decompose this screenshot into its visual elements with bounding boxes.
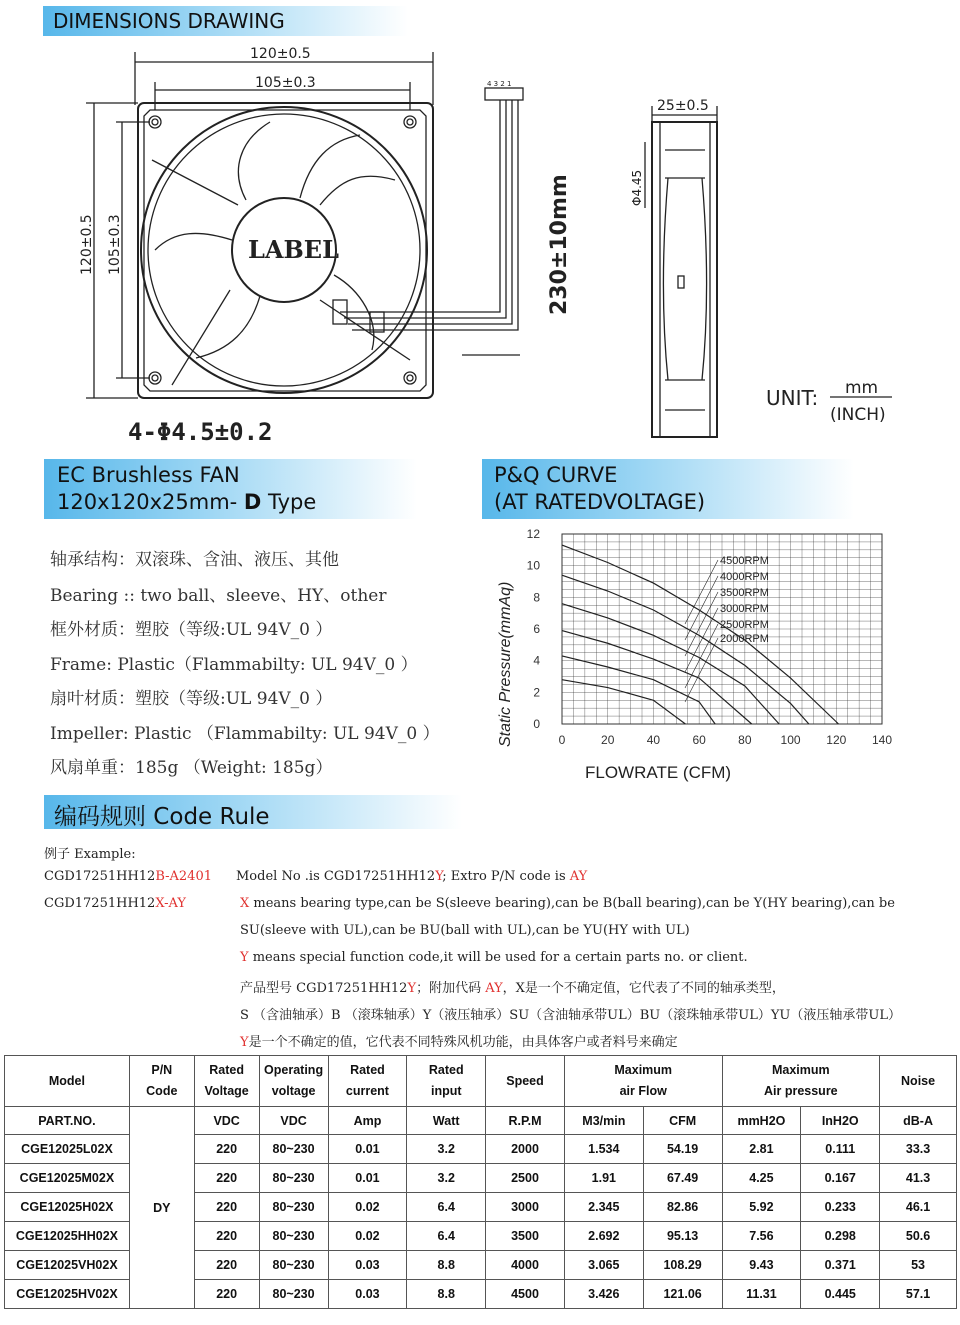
spec-weight: 风扇单重：185g （Weight: 185g） xyxy=(50,758,333,778)
cell-model: CGE12025H02X xyxy=(5,1193,130,1222)
cell: 1.534 xyxy=(564,1135,643,1164)
pq-y-tick: 12 xyxy=(526,527,540,541)
hole-spec: 4-Φ4.5±0.2 xyxy=(128,418,273,446)
pq-y-tick: 8 xyxy=(533,590,540,605)
cell: 0.02 xyxy=(328,1193,407,1222)
pq-series-label: 3500RPM xyxy=(720,587,769,599)
pn-code-cell: DY xyxy=(129,1107,194,1309)
spec-impeller-cn: 扇叶材质：塑胶（等级:UL 94V_0 ） xyxy=(50,689,333,709)
cell: 3500 xyxy=(486,1222,565,1251)
pq-y-tick: 4 xyxy=(533,653,540,668)
pq-label-leader xyxy=(685,560,718,624)
rule-line-6: S （含油轴承）B （滚珠轴承）Y（液压轴承）SU（含油轴承带UL）BU（滚珠轴承带UL）YU（液压轴承带UL） xyxy=(240,1008,901,1023)
cell: 67.49 xyxy=(643,1164,722,1193)
pq-banner xyxy=(482,459,854,519)
pq-title-line1: P&Q CURVE xyxy=(494,463,618,487)
cell: 3.065 xyxy=(564,1251,643,1280)
unit-mm: mm xyxy=(845,378,879,398)
cell: 121.06 xyxy=(643,1280,722,1309)
cell: 0.298 xyxy=(801,1222,880,1251)
cell: 9.43 xyxy=(722,1251,801,1280)
unit-inch: (INCH) xyxy=(830,405,886,425)
rule-line-2: X means bearing type,can be S(sleeve bearing),can be B(ball bearing),can be Y(HY bearing),can be xyxy=(240,896,895,911)
unit-watt: Watt xyxy=(407,1107,486,1135)
example-label: 例子 Example: xyxy=(44,847,136,862)
th-rated-voltage: Rated Voltage xyxy=(194,1056,259,1107)
cell: 46.1 xyxy=(880,1193,957,1222)
cell: 95.13 xyxy=(643,1222,722,1251)
cell: 80~230 xyxy=(259,1135,328,1164)
unit-cfm: CFM xyxy=(643,1107,722,1135)
pq-label-leader xyxy=(685,608,718,672)
unit-mmh2o: mmH2O xyxy=(722,1107,801,1135)
cell: 220 xyxy=(194,1164,259,1193)
cable-length: 230±10mm xyxy=(547,174,572,315)
pq-title-line2: (AT RATEDVOLTAGE) xyxy=(494,490,706,514)
cell: 6.4 xyxy=(407,1222,486,1251)
th-max-airflow: Maximum air Flow xyxy=(564,1056,722,1107)
cell: 8.8 xyxy=(407,1251,486,1280)
cell: 2000 xyxy=(486,1135,565,1164)
pq-y-tick: 2 xyxy=(533,685,540,700)
hole-dia: Φ4.45 xyxy=(630,169,644,206)
example-code-2: CGD17251HH12X-AY xyxy=(44,896,186,911)
cell: 54.19 xyxy=(643,1135,722,1164)
th-rated-input: Rated input xyxy=(407,1056,486,1107)
dim-width-outer: 120±0.5 xyxy=(250,46,311,62)
cell: 5.92 xyxy=(722,1193,801,1222)
pq-y-tick: 10 xyxy=(526,558,540,573)
cell: 2.81 xyxy=(722,1135,801,1164)
cell-model: CGE12025L02X xyxy=(5,1135,130,1164)
cell-model: CGE12025VH02X xyxy=(5,1251,130,1280)
dimensions-title: DIMENSIONS DRAWING xyxy=(53,9,285,33)
cell-model: CGE12025HV02X xyxy=(5,1280,130,1309)
spec-frame-cn: 框外材质：塑胶（等级:UL 94V_0 ） xyxy=(50,620,333,640)
cell-model: CGE12025HH02X xyxy=(5,1222,130,1251)
cell: 80~230 xyxy=(259,1251,328,1280)
unit-amp: Amp xyxy=(328,1107,407,1135)
pq-series-label: 2000RPM xyxy=(720,633,769,645)
connector-pins: 4 3 2 1 xyxy=(487,80,512,88)
pq-label-leader xyxy=(685,592,718,656)
cell: 3.2 xyxy=(407,1164,486,1193)
unit-rpm: R.P.M xyxy=(486,1107,565,1135)
cell: 4000 xyxy=(486,1251,565,1280)
pq-series-label: 4000RPM xyxy=(720,571,769,583)
cell: 0.01 xyxy=(328,1164,407,1193)
pq-series-label: 3000RPM xyxy=(720,603,769,615)
rule-line-3: SU(sleeve with UL),can be BU(ball with UL),can be YU(HY with UL) xyxy=(240,923,690,938)
pq-x-tick: 140 xyxy=(871,733,893,747)
cell: 0.03 xyxy=(328,1280,407,1309)
cell: 50.6 xyxy=(880,1222,957,1251)
cell: 2.345 xyxy=(564,1193,643,1222)
dim-height-outer: 120±0.5 xyxy=(79,214,95,275)
code-rule-banner xyxy=(44,795,462,829)
cell: 2.692 xyxy=(564,1222,643,1251)
cell: 80~230 xyxy=(259,1164,328,1193)
unit-part-no: PART.NO. xyxy=(5,1107,130,1135)
spec-bearing-en: Bearing :: two ball、sleeve、HY、other xyxy=(50,586,387,606)
unit-label: UNIT: xyxy=(766,386,819,410)
rule-line-1: Model No .is CGD17251HH12Y; Extro P/N code is AY xyxy=(236,869,588,884)
spec-bearing-cn: 轴承结构：双滚珠、含油、液压、其他 xyxy=(50,550,339,570)
cell: 220 xyxy=(194,1222,259,1251)
pq-x-tick: 80 xyxy=(738,733,752,747)
pq-series-line xyxy=(562,545,839,724)
cell: 220 xyxy=(194,1251,259,1280)
spec-table xyxy=(4,1055,957,1309)
table-units-row xyxy=(5,1107,957,1135)
cell: 11.31 xyxy=(722,1280,801,1309)
fan-type-line2: 120x120x25mm- D Type xyxy=(57,490,317,514)
cell: 3.426 xyxy=(564,1280,643,1309)
cell-model: CGE12025M02X xyxy=(5,1164,130,1193)
front-view-drawing xyxy=(0,0,960,460)
cell: 1.91 xyxy=(564,1164,643,1193)
th-model: Model xyxy=(5,1056,130,1107)
cell: 220 xyxy=(194,1193,259,1222)
cell: 0.03 xyxy=(328,1251,407,1280)
cell: 0.01 xyxy=(328,1135,407,1164)
unit-m3min: M3/min xyxy=(564,1107,643,1135)
unit-inh2o: InH2O xyxy=(801,1107,880,1135)
pq-ylabel: Static Pressure(mmAq) xyxy=(497,581,514,747)
rule-line-7: Y是一个不确定的值，它代表不同特殊风机功能，由具体客户或者料号来确定 xyxy=(240,1035,678,1050)
cell: 4.25 xyxy=(722,1164,801,1193)
cell: 220 xyxy=(194,1135,259,1164)
pq-series-label: 4500RPM xyxy=(720,555,769,567)
cell: 3000 xyxy=(486,1193,565,1222)
pq-x-tick: 60 xyxy=(692,733,706,747)
pq-x-tick: 20 xyxy=(601,733,615,747)
pq-y-tick: 0 xyxy=(533,717,540,731)
cell: 33.3 xyxy=(880,1135,957,1164)
unit-vdc-op: VDC xyxy=(259,1107,328,1135)
pq-x-tick: 100 xyxy=(780,733,801,747)
unit-dba: dB-A xyxy=(880,1107,957,1135)
cell: 7.56 xyxy=(722,1222,801,1251)
th-operating-voltage: Operating voltage xyxy=(259,1056,328,1107)
pq-y-tick: 6 xyxy=(533,622,540,636)
dim-width-inner: 105±0.3 xyxy=(255,75,316,91)
spec-frame-en: Frame: Plastic（Flammabilty: UL 94V_0 ） xyxy=(50,655,418,675)
code-rule-title: 编码规则 Code Rule xyxy=(54,804,270,830)
pq-x-tick: 120 xyxy=(826,733,847,747)
example-code-1: CGD17251HH12B-A2401 xyxy=(44,869,212,884)
spec-impeller-en: Impeller: Plastic （Flammabilty: UL 94V_0 ） xyxy=(50,724,440,744)
cell: 2500 xyxy=(486,1164,565,1193)
dim-height-inner: 105±0.3 xyxy=(107,214,123,275)
cell: 0.445 xyxy=(801,1280,880,1309)
pq-x-tick: 40 xyxy=(646,733,661,747)
pq-label-leader xyxy=(685,624,718,688)
cell: 0.111 xyxy=(801,1135,880,1164)
cell: 0.167 xyxy=(801,1164,880,1193)
cell: 4500 xyxy=(486,1280,565,1309)
cell: 3.2 xyxy=(407,1135,486,1164)
cell: 57.1 xyxy=(880,1280,957,1309)
th-speed: Speed xyxy=(486,1056,565,1107)
fan-type-letter: D xyxy=(243,490,262,514)
fan-type-banner xyxy=(44,459,417,519)
rule-line-4: Y means special function code,it will be used for a certain parts no. or client. xyxy=(240,950,748,965)
cell: 6.4 xyxy=(407,1193,486,1222)
cell: 0.371 xyxy=(801,1251,880,1280)
cell: 8.8 xyxy=(407,1280,486,1309)
cell: 80~230 xyxy=(259,1193,328,1222)
cell: 220 xyxy=(194,1280,259,1309)
th-rated-current: Rated current xyxy=(328,1056,407,1107)
cell: 82.86 xyxy=(643,1193,722,1222)
label-text: LABEL xyxy=(248,235,339,264)
th-pn-code: P/N Code xyxy=(129,1056,194,1107)
pq-x-tick: 0 xyxy=(558,733,566,747)
rule-line-5: 产品型号 CGD17251HH12Y；附加代码 AY，X是一个不确定值，它代表了不同的轴承类型， xyxy=(240,981,785,996)
fan-type-line1: EC Brushless FAN xyxy=(57,463,240,487)
pq-xlabel: FLOWRATE (CFM) xyxy=(585,763,732,782)
cell: 108.29 xyxy=(643,1251,722,1280)
pq-chart xyxy=(485,522,925,792)
cell: 0.233 xyxy=(801,1193,880,1222)
unit-vdc: VDC xyxy=(194,1107,259,1135)
table-header-row xyxy=(5,1056,957,1107)
depth-dim: 25±0.5 xyxy=(657,98,709,114)
th-max-pressure: Maximum Air pressure xyxy=(722,1056,880,1107)
cell: 80~230 xyxy=(259,1222,328,1251)
cell: 80~230 xyxy=(259,1280,328,1309)
cell: 0.02 xyxy=(328,1222,407,1251)
pq-series-label: 2500RPM xyxy=(720,619,769,631)
th-noise: Noise xyxy=(880,1056,957,1107)
pq-label-leader xyxy=(685,576,718,640)
cell: 41.3 xyxy=(880,1164,957,1193)
cell: 53 xyxy=(880,1251,957,1280)
